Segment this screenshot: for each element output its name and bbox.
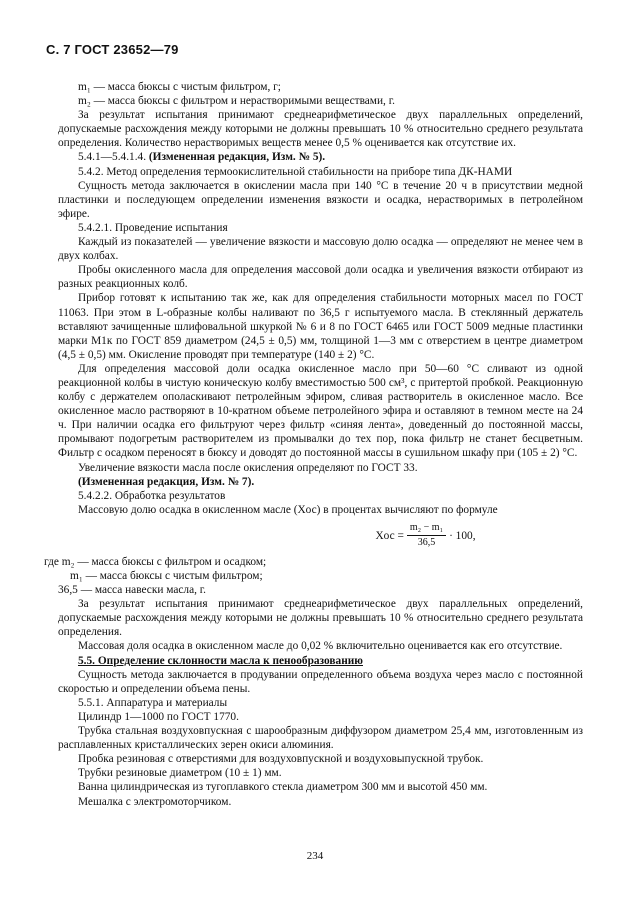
- item-rubber-stopper: Пробка резиновая с отверстиями для воздуховпускной и воздуховыпускной трубок.: [78, 753, 484, 766]
- formula-lhs: Xос =: [375, 529, 404, 542]
- paragraph-indicators: Каждый из показателей — увеличение вязкости и массовую долю осадка — определяют не менее чем в двух колбах.: [58, 236, 583, 263]
- formula-denominator: 36,5: [417, 537, 436, 549]
- paragraph-result-2: За результат испытания принимают среднеарифметическое двух параллельных определений, допускаемые расхождения между которыми не должны превышать 10 % относительно среднего результата определения.: [58, 598, 583, 639]
- paragraph-method-essence: Сущность метода заключается в окислении масла при 140 °С в течение 20 ч в присутствии медной пластинки и последующем определении изменения вязкости и осадка, нерастворимых в петролейном эфире.: [58, 179, 583, 220]
- section-5-4-2-2: 5.4.2.2. Обработка результатов: [78, 489, 226, 502]
- item-bath: Ванна цилиндрическая из тугоплавкого стекла диаметром 300 мм и высотой 450 мм.: [78, 781, 488, 794]
- formula-rhs: · 100,: [449, 529, 476, 542]
- sediment-formula: [58, 517, 583, 555]
- paragraph-sediment-absence: Массовая доля осадка в окисленном масле до 0,02 % включительно оценивается как его отсутствие.: [78, 640, 563, 653]
- paragraph-apparatus-prep: Прибор готовят к испытанию так же, как для определения стабильности моторных масел по ГОСТ 11063. При этом в L-образные колбы наливают по 36,5 г испытуемого масла. В стеклянный держатель вставляют зачищенные шлифовальной шкуркой № 6 и 8 по ГОСТ 6465 или ГОСТ 5009 медные пластинки марки М1к по ГОСТ 859 диаметром (24,5 ± 0,5) мм, толщиной 1—3 мм с отверстием в центре диаметром (4,5 ± 0,5) мм. Окисление проводят при температуре (140 ± 2) °С.: [58, 292, 583, 361]
- item-steel-tube: Трубка стальная воздуховпускная с шарообразным диффузором диаметром 25,4 мм, изготовленным из расплавленных кристаллических зерен окиси алюминия.: [58, 725, 583, 752]
- section-5-5-1: 5.5.1. Аппаратура и материалы: [78, 696, 228, 709]
- section-5-4-2: 5.4.2. Метод определения термоокислительной стабильности на приборе типа ДК-НАМИ: [78, 165, 513, 178]
- formula-fraction: [407, 522, 446, 549]
- page-number: 234: [306, 850, 324, 862]
- paragraph-formula-intro: Массовую долю осадка в окисленном масле (Xос) в процентах вычисляют по формуле: [78, 503, 498, 516]
- edit-note-2: (Измененная редакция, Изм. № 7).: [78, 475, 255, 488]
- paragraph-foam-essence: Сущность метода заключается в продувании определенного объема воздуха через масло с постоянной скоростью и определении объема пены.: [58, 668, 583, 695]
- edit-note-1-prefix: 5.4.1—5.4.1.4.: [78, 151, 149, 164]
- page-header: С. 7 ГОСТ 23652—79: [46, 42, 179, 57]
- item-stirrer: Мешалка с электромоторчиком.: [78, 795, 232, 808]
- paragraph-result-1: За результат испытания принимают среднеарифметическое двух параллельных определений, допускаемые расхождения между которыми не должны превышать 10 % относительно среднего результата определения. Количество нерастворимых веществ менее 0,5 % оценивается как отсутствие их.: [58, 109, 583, 150]
- edit-note-1-bold: (Измененная редакция, Изм. № 5).: [148, 151, 326, 164]
- m1-definition: m₁ — масса бюксы с чистым фильтром, г;: [78, 81, 281, 93]
- section-5-4-2-1: 5.4.2.1. Проведение испытания: [78, 221, 228, 234]
- where-m2: где m₂ — масса бюксы с фильтром и осадком;: [44, 555, 267, 568]
- paragraph-viscosity: Увеличение вязкости масла после окисления определяют по ГОСТ 33.: [78, 461, 418, 474]
- where-36-5: 36,5 — масса навески масла, г.: [58, 584, 206, 597]
- section-5-5: 5.5. Определение склонности масла к пенообразованию: [78, 654, 363, 667]
- item-cylinder: Цилиндр 1—1000 по ГОСТ 1770.: [78, 710, 239, 723]
- m2-definition: m₂ — масса бюксы с фильтром и нерастворимыми веществами, г.: [78, 95, 395, 108]
- where-m1: m₁ — масса бюксы с чистым фильтром;: [70, 570, 263, 582]
- formula-numerator: m₂ − m₁: [407, 522, 446, 536]
- item-rubber-tubes: Трубки резиновые диаметром (10 ± 1) мм.: [78, 767, 282, 780]
- page-content: [44, 80, 583, 809]
- edit-note-1: [58, 150, 583, 164]
- paragraph-sediment-procedure: Для определения массовой доли осадка окисленное масло при 50—60 °С сливают из одной реакционной колбы в чистую коническую колбу вместимостью 500 см³, с притертой пробкой. Реакционную колбу с держателем ополаскивают петролейным эфиром, сливая растворитель в окисленное масло. Все окисленное масло растворяют в 10-кратном объеме петролейного эфира и оставляют в темном месте на 24 ч. При наличии осадка его фильтруют через фильтр «синяя лента», доведенный до постоянной массы, промывают подогретым растворителем из промывалки до тех пор, пока фильтр не станет бесцветным. Фильтр с осадком переносят в бюксу и доводят до постоянной массы в сушильном шкафу при (105 ± 2) °С.: [58, 362, 583, 460]
- paragraph-samples: Пробы окисленного масла для определения массовой доли осадка и увеличения вязкости отбирают из разных реакционных колб.: [58, 264, 583, 291]
